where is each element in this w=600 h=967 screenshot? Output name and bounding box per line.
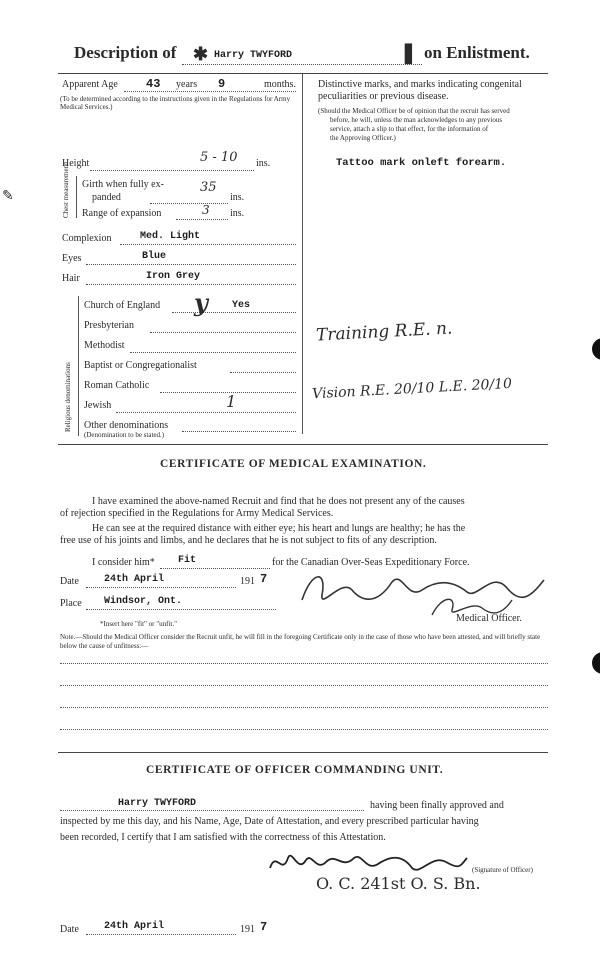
height-value: 5 - 10: [200, 150, 238, 165]
commanding-line3: been recorded, I certify that I am satisfied with the correctness of this Attestation.: [60, 832, 386, 843]
expansion-unit: ins.: [230, 208, 245, 219]
religion-item-baptist: Baptist or Congregationalist: [84, 360, 197, 371]
medical-note: Note.—Should the Medical Officer consider the Recruit unfit, he will fill in the foregoing Certificate only in the case of those who have been attested, and will briefly state below the cause of unfitness:—: [60, 633, 541, 650]
religion-item-jewish: Jewish: [84, 400, 112, 411]
medical-place-dots: [86, 609, 276, 610]
religion-item-church-of-england: Church of England: [84, 300, 161, 311]
punch-hole-bottom: [592, 652, 600, 674]
marks-heading-1: Distinctive marks, and marks indicating congenital: [318, 79, 522, 90]
medical-insert-note: *Insert here "fit" or "unfit.": [100, 620, 177, 628]
note-line-3: [60, 707, 548, 708]
age-years: 43: [146, 77, 161, 91]
complexion-label: Complexion: [62, 233, 112, 244]
medical-place-value: Windsor, Ont.: [104, 596, 183, 607]
medical-date-label: Date: [60, 576, 79, 587]
marks-note-2: before, he will, unless the man acknowledges to any previous: [330, 116, 503, 124]
medical-para2-line2: free use of his joints and limbs, and he declares that he is not subject to fits of any description.: [60, 535, 437, 546]
eyes-dots: [86, 264, 296, 265]
commanding-year-prefix: 191: [240, 924, 255, 935]
punch-hole-top: [592, 338, 600, 360]
header-title-right: on Enlistment.: [424, 43, 530, 62]
religion-item-other: Other denominations: [84, 420, 169, 431]
age-label: Apparent Age: [62, 79, 118, 90]
top-rule: [58, 73, 548, 74]
medical-place-label: Place: [60, 598, 82, 609]
religion-dots-6: [182, 431, 296, 432]
commanding-title: CERTIFICATE OF OFFICER COMMANDING UNIT.: [146, 764, 444, 776]
medical-officer-label: Medical Officer.: [456, 613, 522, 624]
religion-group-label: Religious denominations: [64, 362, 72, 432]
chest-group-label: Chest measurement: [62, 162, 70, 218]
religion-dots-3: [230, 372, 296, 373]
medical-year-suffix: 7: [260, 572, 268, 586]
commanding-recruit-name: Harry TWYFORD: [118, 798, 197, 809]
religion-item-methodist: Methodist: [84, 340, 125, 351]
chest-bracket: [76, 176, 77, 218]
height-dots: [90, 170, 254, 171]
commanding-top-rule: [58, 752, 548, 753]
marks-heading-2: peculiarities or previous disease.: [318, 91, 449, 102]
expansion-value: 3: [202, 203, 210, 217]
margin-mark: ✎: [2, 189, 14, 204]
commanding-name-dots: [60, 810, 364, 811]
age-months: 9: [218, 77, 226, 91]
commanding-line1-suffix: having been finally approved and: [370, 800, 504, 811]
height-label: Height: [62, 158, 90, 169]
redaction-mark-left: ✱: [193, 44, 209, 64]
religion-dots-5: [116, 412, 296, 413]
girth-dots: [150, 203, 228, 204]
medical-para2-line1: He can see at the required distance with either eye; his heart and lungs are healthy; he has the: [92, 523, 466, 534]
religion-dots-1: [150, 332, 296, 333]
marks-note-4: the Approving Officer.): [330, 134, 396, 142]
religion-dots-0: [172, 312, 296, 313]
religion-item-roman-catholic: Roman Catholic: [84, 380, 150, 391]
religion-dots-2: [130, 352, 296, 353]
medical-para1-line2: of rejection specified in the Regulations for Army Medical Services.: [60, 508, 334, 519]
marks-annotation-training: Training R.E. n.: [315, 318, 453, 346]
complexion-dots: [120, 244, 296, 245]
eyes-label: Eyes: [62, 253, 82, 264]
commanding-date-label: Date: [60, 924, 79, 935]
header-title-left: Description of: [74, 43, 177, 62]
medical-consider-dots: [160, 568, 270, 569]
girth-label-2: panded: [92, 192, 121, 203]
recruit-name: Harry TWYFORD: [214, 50, 293, 61]
medical-date-value: 24th April: [104, 574, 165, 585]
marks-note-3: service, attach a slip to that effect, for the information of: [330, 125, 489, 133]
note-line-1: [60, 663, 548, 664]
hair-label: Hair: [62, 273, 80, 284]
religion-bracket: [78, 296, 79, 436]
column-divider: [302, 74, 304, 434]
medical-para1-line1: I have examined the above-named Recruit and find that he does not present any of the causes: [92, 496, 465, 507]
note-line-4: [60, 729, 548, 730]
commanding-line2: inspected by me this day, and his Name, Age, Date of Attestation, and every prescribed particular having: [60, 816, 479, 827]
eyes-value: Blue: [142, 251, 167, 262]
commanding-year-suffix: 7: [260, 920, 268, 934]
religion-church-mark: y: [194, 288, 208, 317]
expansion-dots: [176, 219, 228, 220]
height-unit: ins.: [256, 158, 271, 169]
marks-value: Tattoo mark onleft forearm.: [336, 157, 507, 169]
medical-title: CERTIFICATE OF MEDICAL EXAMINATION.: [160, 458, 427, 470]
hair-dots: [86, 284, 296, 285]
religion-other-note: (Denomination to be stated.): [84, 431, 165, 439]
age-dots: [124, 91, 296, 92]
religion-jewish-mark: 1: [226, 392, 237, 411]
commanding-date-value: 24th April: [104, 921, 165, 932]
medical-date-dots: [86, 587, 236, 588]
religion-church-of-england-value: Yes: [232, 300, 251, 311]
girth-label-1: Girth when fully ex-: [82, 179, 164, 190]
commanding-signature-label: (Signature of Officer): [472, 866, 533, 874]
expansion-label: Range of expansion: [82, 208, 162, 219]
medical-consider-suffix: for the Canadian Over-Seas Expeditionary Force.: [272, 557, 470, 568]
commanding-unit: O. C. 241st O. S. Bn.: [316, 874, 481, 893]
medical-consider-label: I consider him*: [92, 557, 155, 568]
note-line-2: [60, 685, 548, 686]
commanding-date-dots: [86, 934, 236, 935]
medical-officer-signature: [282, 560, 552, 620]
girth-value: 35: [200, 180, 217, 195]
complexion-value: Med. Light: [140, 231, 201, 242]
years-label: years: [176, 79, 198, 90]
age-note: (To be determined according to the instructions given in the Regulations for Army Medical Services.): [60, 95, 291, 111]
hair-value: Iron Grey: [146, 271, 201, 282]
girth-unit: ins.: [230, 192, 245, 203]
marks-annotation-vision: Vision R.E. 20/10 L.E. 20/10: [311, 375, 513, 403]
medical-consider-value: Fit: [178, 555, 197, 566]
months-label: months.: [264, 79, 296, 90]
religion-item-presbyterian: Presbyterian: [84, 320, 134, 331]
medical-year-prefix: 191: [240, 576, 255, 587]
redaction-mark-right: ❚: [400, 42, 417, 64]
medical-top-rule: [58, 444, 548, 445]
marks-note-1: (Should the Medical Officer be of opinion that the recruit has served: [318, 107, 510, 115]
header-name-line: [182, 64, 422, 65]
